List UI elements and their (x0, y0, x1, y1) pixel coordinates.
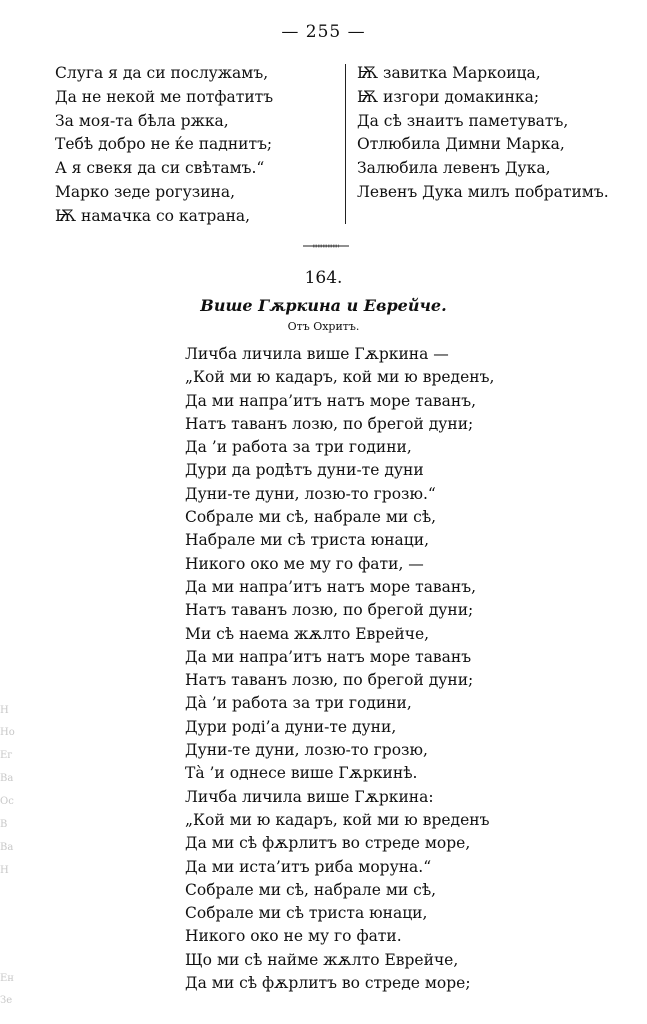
verse-line: Да ми сѣ фѫрлитъ во стреде море, (185, 834, 471, 853)
verse-line: Да ми напра’итъ натъ море таванъ, (185, 577, 477, 596)
poem-body (185, 343, 515, 995)
verse-line: Собрале ми сѣ, набрале ми сѣ, (185, 508, 437, 527)
bleed-through-text: Ег (0, 750, 13, 761)
verse-line: Ѭ намачка со катрана, (55, 206, 251, 225)
verse-line: Набрале ми сѣ триста юнаци, (185, 531, 430, 550)
verse-line: Да сѣ знаитъ паметуватъ, (357, 111, 569, 130)
verse-line: Никого око ме му го фати, — (185, 554, 424, 573)
bleed-through-text: Но (0, 727, 15, 738)
verse-line: Ѭ завитка Маркоица, (357, 64, 541, 82)
bleed-through-text: Н (0, 865, 9, 876)
verse-line: Залюбила левенъ Дука, (357, 159, 551, 178)
verse-line: Да̀ ’и работа за три години, (185, 694, 412, 713)
bleed-through-text: Ос (0, 796, 14, 807)
verse-line: Натъ таванъ лозю, по брегой дуни; (185, 601, 474, 620)
verse-line: Да ми иста’итъ риба моруна.“ (185, 857, 432, 876)
bleed-through-text: Зе (0, 995, 13, 1006)
verse-line: Отлюбила Димни Марка, (357, 135, 565, 154)
continuation-left-column (55, 62, 340, 229)
verse-line: За моя-та бѣла ржка, (55, 111, 229, 130)
verse-line: Да ми сѣ фѫрлитъ во стреде море; (185, 974, 471, 993)
poem-number: 164. (304, 268, 343, 288)
continuation-right-column (357, 62, 637, 205)
verse-line: Собрале ми сѣ триста юнаци, (185, 904, 428, 923)
verse-line: Марко зеде рогузина, (55, 182, 236, 201)
bleed-through-text: Ва (0, 773, 14, 784)
poem-title: Више Гѫркина и Еврейче. (200, 296, 447, 315)
verse-line: Ѭ изгори домакинка; (357, 87, 540, 106)
verse-line: Собрале ми сѣ, набрале ми сѣ, (185, 880, 437, 899)
verse-line: Тебѣ добро не ќе паднитъ; (55, 135, 273, 154)
verse-line: „Кой ми ю кадаръ, кой ми ю вреденъ, (185, 368, 495, 387)
verse-line: Дури роді’а дуни-те дуни, (185, 717, 397, 736)
verse-line: Да не некой ме потфатитъ (55, 87, 274, 106)
verse-line: Да ми напра’итъ натъ море таванъ, (185, 391, 477, 410)
poem-source: Отъ Охритъ. (287, 320, 360, 333)
verse-line: Ми сѣ наема жѫлто Еврейче, (185, 624, 430, 643)
verse-line: А я свекя да си свѣтамъ.“ (55, 159, 265, 178)
column-divider (345, 64, 346, 224)
section-ornament (303, 244, 349, 248)
bleed-through-text: Н (0, 705, 9, 716)
verse-line: „Кой ми ю кадаръ, кой ми ю вреденъ (185, 810, 490, 829)
bleed-through-text: В (0, 819, 8, 830)
verse-line: Натъ таванъ лозю, по брегой дуни; (185, 414, 474, 433)
verse-line: Личба личила више Гѫркина: (185, 787, 434, 806)
verse-line: Та̀ ’и однесе више Гѫркинѣ. (185, 764, 418, 783)
verse-line: Натъ таванъ лозю, по брегой дуни; (185, 671, 474, 690)
verse-line: Дуни-те дуни, лозю-то грозю.“ (185, 484, 436, 503)
verse-line: Що ми сѣ найме жѫлто Еврейче, (185, 950, 459, 969)
verse-line: Да ’и работа за три години, (185, 438, 412, 457)
verse-line: Дуни-те дуни, лозю-то грозю, (185, 741, 428, 760)
bleed-through-text: Ва (0, 842, 14, 853)
verse-line: Никого око не му го фати. (185, 927, 402, 946)
bleed-through-text: Ен (0, 973, 14, 984)
verse-line: Левенъ Дука милъ побратимъ. (357, 182, 609, 201)
verse-line: Да ми напра’итъ натъ море таванъ (185, 647, 472, 666)
verse-line: Слуга я да си послужамъ, (55, 64, 269, 82)
page-number: — 255 — (281, 22, 366, 42)
verse-line: Личба личила више Гѫркина — (185, 345, 449, 363)
verse-line: Дури да родѣтъ дуни-те дуни (185, 461, 424, 480)
